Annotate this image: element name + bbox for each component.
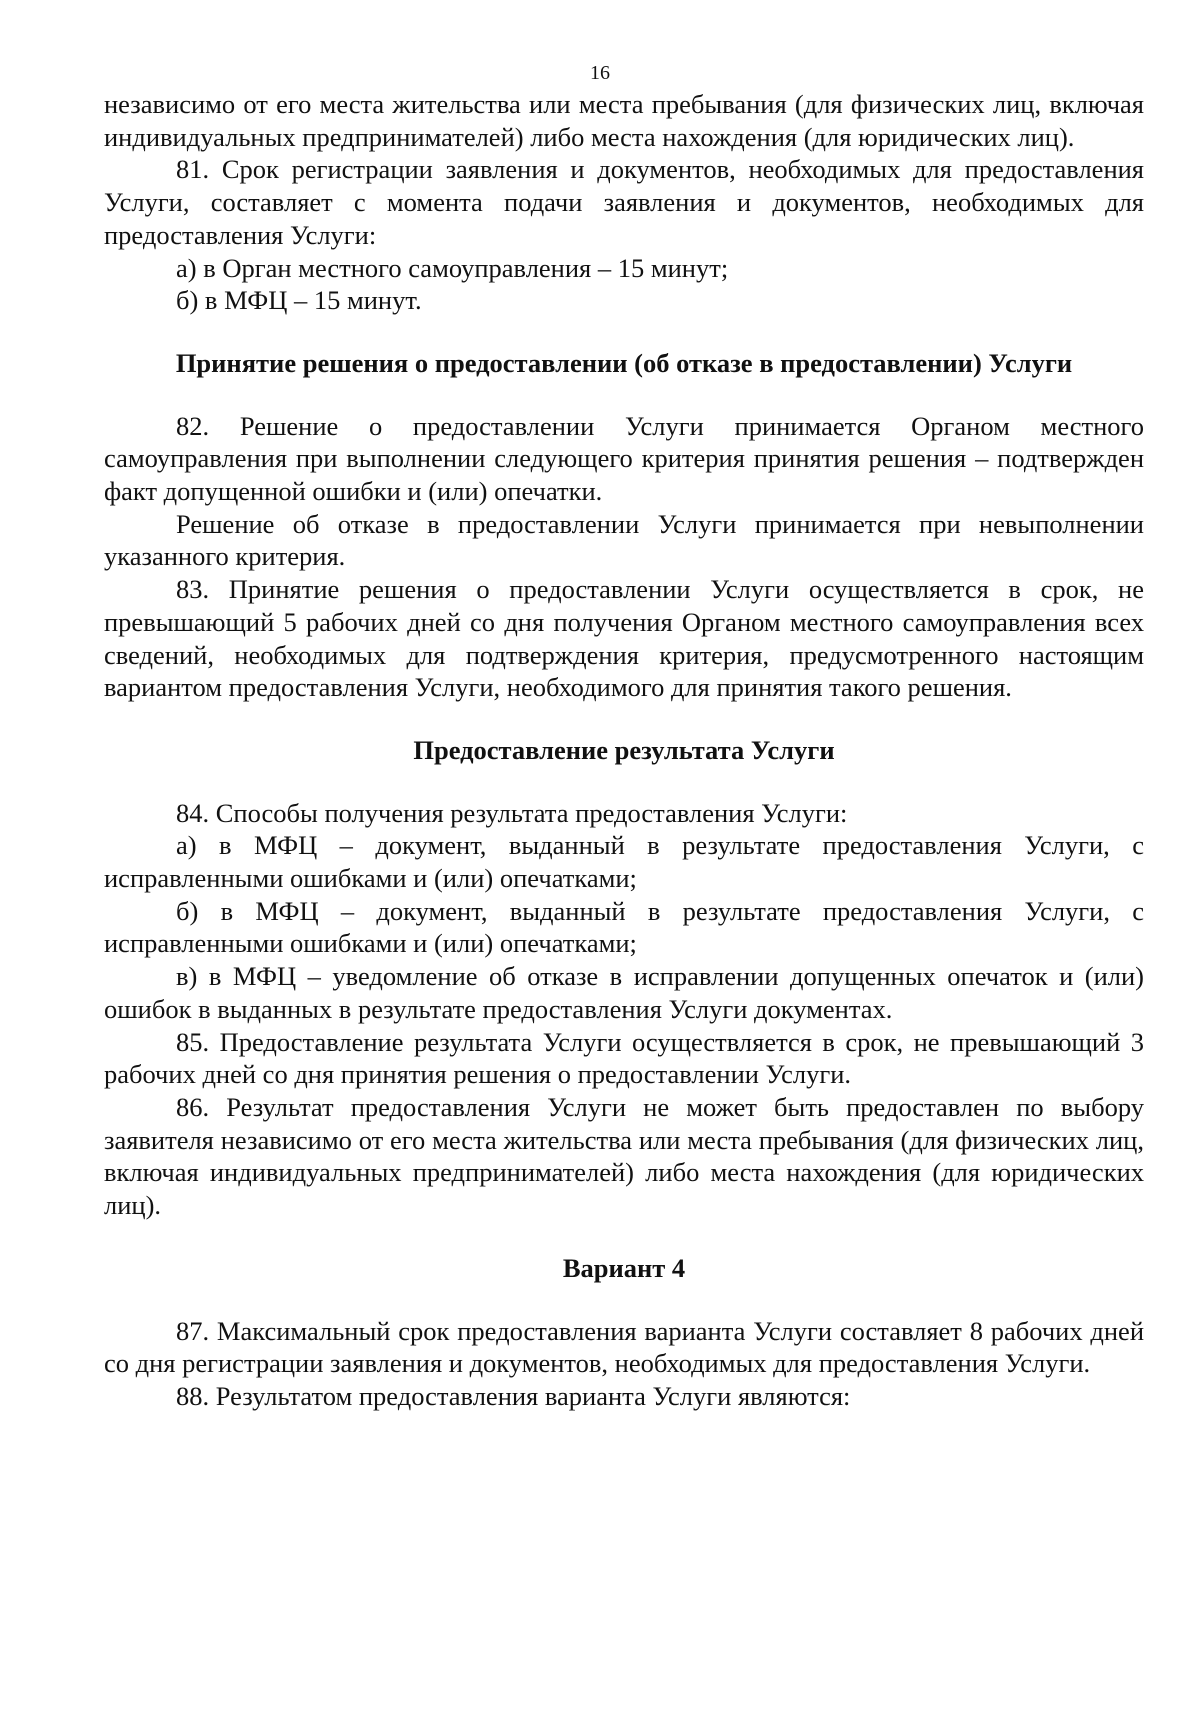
paragraph-88: 88. Результатом предоставления варианта Услуги являются:: [176, 1380, 851, 1411]
paragraph-intro: независимо от его места жительства или места пребывания (для физических лиц, включая индивидуальных предпринимателей) либо места нахождения (для юридических лиц).: [104, 89, 1144, 152]
paragraph-84-a: а) в МФЦ – документ, выданный в результате предоставления Услуги, с исправленными ошибками и (или) опечатками;: [104, 830, 1144, 894]
paragraph-83: 83. Принятие решения о предоставлении Услуги осуществляется в срок, не превышающий 5 рабочих дней со дня получения Органом местного самоуправления всех сведений, необходимых для подтверждения критерия, предусмотренного настоящим вариантом предоставления Услуги, необходимого для принятия такого решения.: [104, 574, 1144, 703]
paragraph-84-b: б) в МФЦ – документ, выданный в результате предоставления Услуги, с исправленными ошибками и (или) опечатками;: [104, 895, 1144, 959]
paragraph-82: 82. Решение о предоставлении Услуги принимается Органом местного самоуправления при выполнении следующего критерия принятия решения – подтвержден факт допущенной ошибки и (или) опечатки.: [104, 410, 1144, 507]
page-number: 16: [590, 62, 610, 84]
paragraph-84: 84. Способы получения результата предоставления Услуги:: [176, 797, 848, 828]
section-heading-result: Предоставление результата Услуги: [413, 734, 835, 765]
section-heading-decision: Принятие решения о предоставлении (об отказе в предоставлении) Услуги: [175, 347, 1073, 378]
paragraph-82-refusal: Решение об отказе в предоставлении Услуги принимается при невыполнении указанного критерия.: [104, 508, 1144, 572]
paragraph-86: 86. Результат предоставления Услуги не может быть предоставлен по выбору заявителя независимо от его места жительства или места пребывания (для физических лиц, включая индивидуальных предпринимателей) либо места нахождения (для юридических лиц).: [104, 1091, 1144, 1221]
paragraph-85: 85. Предоставление результата Услуги осуществляется в срок, не превышающий 3 рабочих дней со дня принятия решения о предоставлении Услуги.: [104, 1026, 1144, 1090]
section-heading-variant-4: Вариант 4: [562, 1252, 686, 1283]
paragraph-81-a: а) в Орган местного самоуправления – 15 минут;: [176, 252, 729, 283]
paragraph-87: 87. Максимальный срок предоставления варианта Услуги составляет 8 рабочих дней со дня регистрации заявления и документов, необходимых для предоставления Услуги.: [104, 1315, 1144, 1379]
paragraph-81-b: б) в МФЦ – 15 минут.: [176, 285, 422, 316]
paragraph-81: 81. Срок регистрации заявления и документов, необходимых для предоставления Услуги, составляет с момента подачи заявления и документов, необходимых для предоставления Услуги:: [104, 154, 1144, 250]
document-body: [104, 88, 1144, 1413]
paragraph-84-c: в) в МФЦ – уведомление об отказе в исправлении допущенных опечаток и (или) ошибок в выданных в результате предоставления Услуги документах.: [104, 961, 1144, 1024]
